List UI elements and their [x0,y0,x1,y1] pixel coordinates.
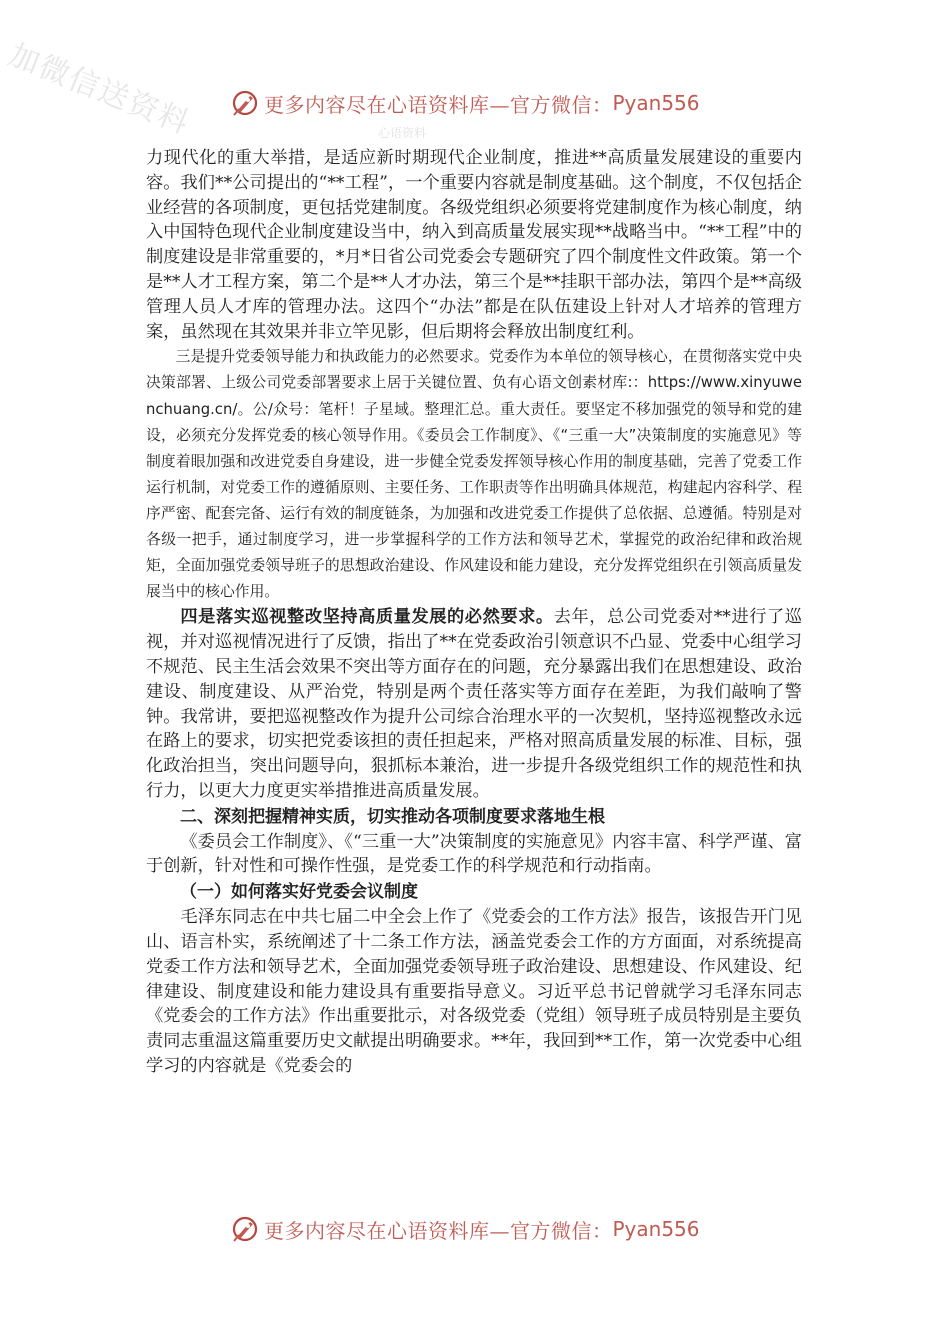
banner-text: 更多内容尽在心语资料库—官方微信： [264,92,613,117]
watermark-text: 加微信送资料 [3,37,196,142]
banner-text: 更多内容尽在心语资料库—官方微信： [264,1218,613,1243]
logo-icon [228,87,260,119]
paragraph: 毛泽东同志在中共七届二中全会上作了《党委会的工作方法》报告，该报告开门见山、语言朴实，系统阐述了十二条工作方法，涵盖党委会工作的方方面面，对系统提高党委工作方法和领导艺术，全面加强党委领导班子政治建设、思想建设、作风建设、纪律建设、制度建设和能力建设具有重要指导意义。习近平总书记曾就学习毛泽东同志《党委会的工作方法》作出重要批示，对各级党委（党组）领导班子成员特别是主要负责同志重温这篇重要历史文献提出明确要求。**年，我回到**工作，第一次党委中心组学习的内容就是《党委会的 [146,907,802,1077]
subsection-heading: （一）如何落实好党委会议制度 [180,882,418,903]
paragraph: 三是提升党委领导能力和执政能力的必然要求。党委作为本单位的领导核心，在贯彻落实党中央决策部署、上级公司党委部署要求上居于关键位置、负有心语文创素材库:：https://www.xinyuwenchuang.cn/。公/众号：笔杆！子星域。整理汇总。重大责任。要坚定不移加强党的领导和党的建设，必须充分发挥党委的核心领导作用。《委员会工作制度》、《“三重一大”决策制度的实施意见》等制度着眼加强和改进党委自身建设，进一步健全党委发挥领导核心作用的制度基础，完善了党委工作运行机制，对党委工作的遵循原则、主要任务、工作职责等作出明确具体规范，构建起内容科学、程序严密、配套完备、运行有效的制度链条，为加强和改进党委工作提供了总依据、总遵循。特别是对各级一把手，通过制度学习，进一步掌握科学的工作方法和领导艺术，掌握党的政治纪律和政治规矩，全面加强党委领导班子的思想政治建设、作风建设和能力建设，充分发挥党组织在引领高质量发展当中的核心作用。 [146,348,802,601]
header-banner [228,86,700,120]
banner-wechat-id: Pyan556 [612,1217,700,1241]
faint-watermark: 心语资料 [378,126,427,140]
paragraph: 力现代化的重大举措，是适应新时期现代企业制度，推进**高质量发展建设的重要内容。我们**公司提出的“**工程”，一个重要内容就是制度基础。这个制度，不仅包括企业经营的各项制度，更包括党建制度。各级党组织必须要将党建制度作为核心制度，纳入中国特色现代企业制度建设当中，纳入到高质量发展实现**战略当中。“**工程”中的制度建设是非常重要的，*月*日省公司党委会专题研究了四个制度性文件政策。第一个是**人才工程方案，第二个是**人才办法，第三个是**挂职干部办法，第四个是**高级管理人员人才库的管理办法。这四个“办法”都是在队伍建设上针对人才培养的管理方案，虽然现在其效果并非立竿见影，但后期将会释放出制度红利。 [146,148,802,342]
paragraph-lead: 四是落实巡视整改坚持高质量发展的必然要求。 [180,607,554,628]
banner-wechat-id: Pyan556 [612,91,700,115]
paragraph: 《委员会工作制度》、《“三重一大”决策制度的实施意见》内容丰富、科学严谨、富于创新，针对性和可操作性强，是党委工作的科学规范和行动指南。 [146,831,802,877]
paragraph-body: 去年，总公司党委对**进行了巡视，并对巡视情况进行了反馈，指出了**在党委政治引领意识不凸显、党委中心组学习不规范、民主生活会效果不突出等方面存在的问题，充分暴露出我们在思想建设、政治建设、制度建设、从严治党，特别是两个责任落实等方面存在差距，为我们敲响了警钟。我常讲，要把巡视整改作为提升公司综合治理水平的一次契机，坚持巡视整改永远在路上的要求，切实把党委该担的责任担起来，严格对照高质量发展的标准、目标，强化政治担当，突出问题导向，狠抓标本兼治，进一步提升各级党组织工作的规范性和执行力，以更大力度更实举措推进高质量发展。 [146,607,802,801]
section-heading: 二、深刻把握精神实质，切实推动各项制度要求落地生根 [180,806,605,827]
footer-banner [228,1212,700,1246]
document-body [146,146,802,1079]
paragraph [146,605,802,803]
logo-icon [228,1213,260,1245]
